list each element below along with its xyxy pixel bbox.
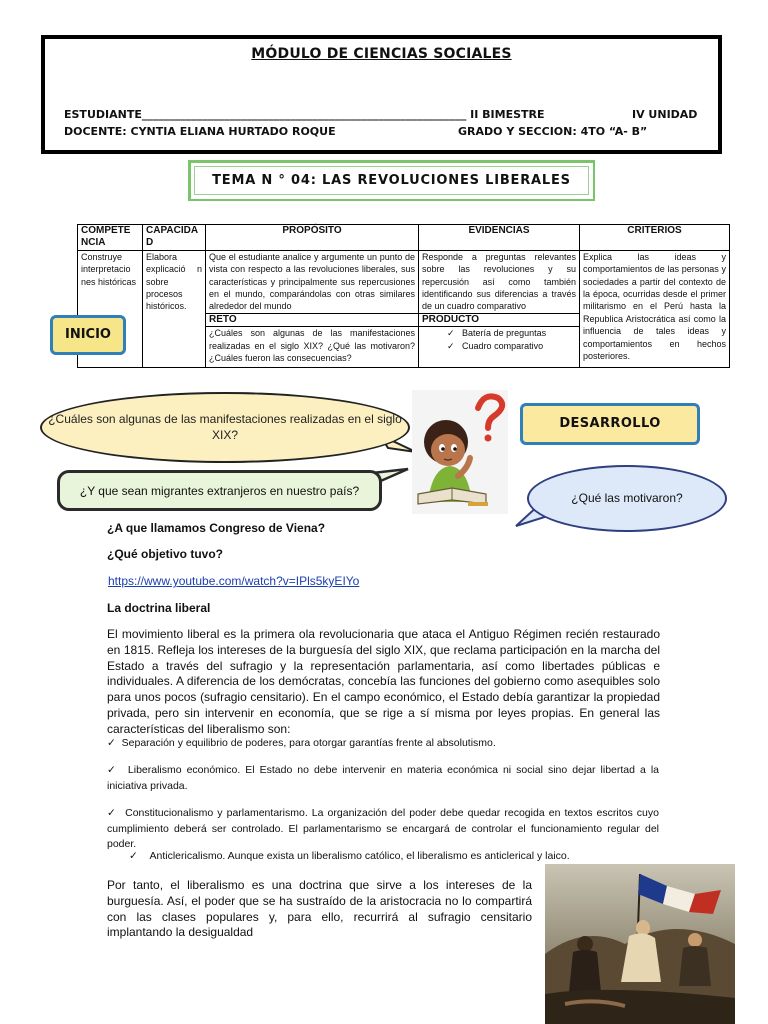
header-capacidad: CAPACIDA D	[143, 225, 206, 251]
question-bubble-2: ¿Y que sean migrantes extranjeros en nuestro país?	[57, 470, 382, 511]
proposito-cell: Que el estudiante analice y argumente un punto de vista con respecto a las revoluciones liberales, sus características y principalmente sus repercusiones en el mundo, comparándolas con otras similares alrededor del mundo	[206, 250, 419, 313]
topic-title: TEMA N ° 04: LAS REVOLUCIONES LIBERALES	[212, 173, 571, 188]
student-line: ESTUDIANTE___________________________________________________________ II BIMESTRE	[64, 108, 545, 121]
grade-label: GRADO Y SECCION: 4TO “A- B”	[458, 125, 648, 138]
desarrollo-label: DESARROLLO	[520, 403, 700, 445]
check-icon: ✓	[129, 850, 138, 862]
thinking-child-illustration	[412, 390, 508, 514]
planning-table	[77, 224, 730, 368]
check-icon: ✓	[107, 764, 118, 776]
producto-label: PRODUCTO	[419, 313, 580, 326]
unit-label: IV UNIDAD	[632, 108, 698, 121]
reto-cell: ¿Cuáles son algunas de las manifestaciones realizadas en el siglo XIX? ¿Qué las motivaron? ¿Cuáles fueron las consecuencias?	[206, 327, 419, 368]
list-item: ✓ Batería de preguntas	[447, 328, 547, 339]
question-congreso: ¿A que llamamos Congreso de Viena?	[107, 521, 326, 535]
check-icon: ✓	[107, 807, 117, 819]
question-bubble-3: ¿Qué las motivaron?	[527, 465, 727, 532]
list-item: ✓ Separación y equilibrio de poderes, para otorgar garantías frente al absolutismo.	[107, 737, 496, 749]
header-criterios: CRITERIOS	[580, 225, 730, 251]
header-box	[41, 35, 722, 154]
video-link[interactable]: https://www.youtube.com/watch?v=IPls5kyEIYo	[108, 574, 360, 588]
liberty-leading-the-people-painting	[545, 864, 735, 1024]
teacher-label: DOCENTE: CYNTIA ELIANA HURTADO ROQUE	[64, 125, 336, 138]
section-title: La doctrina liberal	[107, 601, 211, 615]
closing-paragraph: Por tanto, el liberalismo es una doctrina que sirve a los intereses de la burguesía. Así, el poder que se ha sustraído de la aristocracia no lo compartirá con las clases populares y, para ello, recurrirá al sufragio censitario implantando la desigualdad	[107, 878, 532, 940]
topic-box	[188, 160, 595, 201]
competencia-cell: Construye interpretacio nes históricas	[78, 250, 143, 367]
producto-cell	[419, 327, 580, 368]
module-title: MÓDULO DE CIENCIAS SOCIALES	[251, 46, 512, 62]
header-evidencias: EVIDENCIAS	[419, 225, 580, 251]
list-item: ✓ Cuadro comparativo	[447, 340, 544, 351]
check-icon: ✓	[107, 737, 116, 749]
liberal-doctrine-paragraph: El movimiento liberal es la primera ola revolucionaria que ataca el Antiguo Régimen recién restaurado en 1815. Refleja los intereses de la burguesía del siglo XIX, que reclama participación en la marcha del Estado a través del sufragio y la representación parlamentaria, así como libertades públicas e individuales. A diferencia de los demócratas, concebía las funciones del gobierno como asequibles solo para unos pocos (sufragio censitario). En el campo económico, el Estado debía garantizar la propiedad privada, pero sin intervenir en economía, que se rige a sí misma por leyes propias. En general las características del liberalismo son:	[107, 627, 660, 736]
criterios-cell: Explica las ideas y comportamientos de las personas y sociedades a partir del contexto de la época, ocurridas desde el primer militarismo en el Perú hasta la Republica Aristocrática así como la influencia de tales ideas y comportamientos en hechos posteriores.	[580, 250, 730, 367]
header-competencia: COMPETE NCIA	[78, 225, 143, 251]
list-item: ✓ Constitucionalismo y parlamentarismo. La organización del poder debe quedar recogida en textos escritos cuyo cumplimiento deberá ser controlado. El parlamentarismo se encargará de controlar el funcionamiento regular del poder.	[107, 807, 659, 850]
evidencias-cell: Responde a preguntas relevantes sobre las revoluciones y su repercusión así como también identificando sus diferencias a través de un cuadro comparativo	[419, 250, 580, 313]
list-item: ✓ Anticlericalismo. Aunque exista un liberalismo católico, el liberalismo es anticlerical y laico.	[129, 850, 570, 862]
capacidad-cell: Elabora explicació n sobre procesos históricos.	[143, 250, 206, 367]
reto-label: RETO	[206, 313, 419, 326]
header-proposito: PROPÓSITO	[206, 225, 419, 251]
list-item: ✓ Liberalismo económico. El Estado no debe intervenir en materia económica ni social sino dejar libertad a la iniciativa privada.	[107, 764, 659, 792]
question-objetivo: ¿Qué objetivo tuvo?	[107, 547, 223, 561]
question-bubble-1: ¿Cuáles son algunas de las manifestaciones realizadas en el siglo XIX?	[40, 392, 410, 463]
inicio-label: INICIO	[50, 315, 126, 355]
